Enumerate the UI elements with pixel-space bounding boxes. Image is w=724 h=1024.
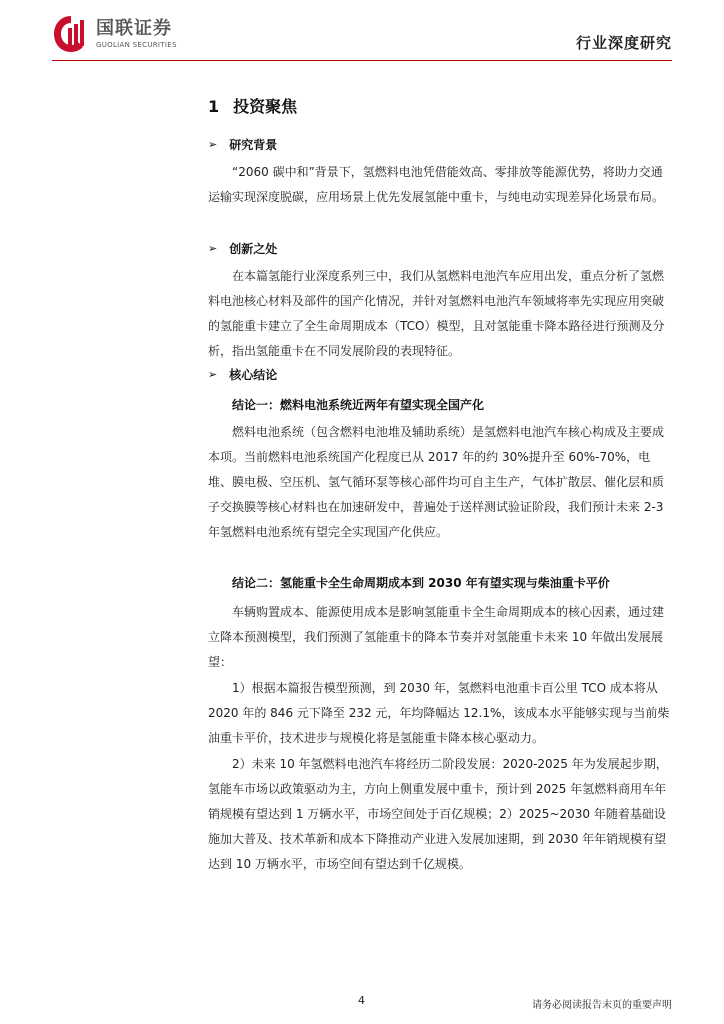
arrow-bullet-icon: ➢ <box>208 138 218 151</box>
subsection-core-conclusions <box>208 366 277 383</box>
paragraph-background: “2060 碳中和”背景下，氢燃料电池凭借能效高、零排放等能源优势，将助力交通运输实现深度脱碳，应用场景上优先发展氢能中重卡，与纯电动实现差异化场景布局。 <box>208 165 665 204</box>
subsection-label: 核心结论 <box>229 368 278 382</box>
paragraph-development-outlook: 2）未来 10 年氢燃料电池汽车将经历二阶段发展：2020-2025 年为发展起步期，氢能车市场以政策驱动为主，方向上侧重发展中重卡，预计到 2025 年氢燃料商用车年销规模有望达到 1 万辆水平，市场空间处于百亿规模；2）2025~2030 年随着基础设施加大普及、技术革新和成本下降推动产业进入发展加速期，到 2030 年年销规模有望达到 10 万辆水平，市场空间有望达到千亿规模。 <box>208 757 668 871</box>
paragraph-tco-forecast: 1）根据本篇报告模型预测，到 2030 年，氢燃料电池重卡百公里 TCO 成本将从 2020 年的 846 元下降至 232 元，年均降幅达 12.1%，该成本水平能够实现与当前柴油重卡平价，技术进步与规模化将是氢能重卡降本核心驱动力。 <box>208 681 670 745</box>
document-type: 行业深度研究 <box>575 34 672 52</box>
arrow-bullet-icon: ➢ <box>208 368 218 381</box>
subsection-label: 研究背景 <box>229 138 278 152</box>
page-number: 4 <box>358 994 365 1007</box>
conclusion-two-heading: 结论二：氢能重卡全生命周期成本到 2030 年有望实现与柴油重卡平价 <box>232 576 610 590</box>
disclaimer-note: 请务必阅读报告末页的重要声明 <box>532 1000 672 1011</box>
brand-logo <box>52 14 177 54</box>
brand-name-cn: 国联证券 <box>96 18 172 39</box>
arrow-bullet-icon: ➢ <box>208 242 218 255</box>
header-divider <box>52 60 672 61</box>
subsection-label: 创新之处 <box>229 242 278 256</box>
conclusion-one-heading: 结论一：燃料电池系统近两年有望实现全国产化 <box>232 398 485 412</box>
paragraph-conclusion-one: 燃料电池系统（包含燃料电池堆及辅助系统）是氢燃料电池汽车核心构成及主要成本项。当前燃料电池系统国产化程度已从 2017 年的约 30%提升至 60%-70%，电堆、膜电极、空压机、氢气循环泵等核心部件均可自主生产，气体扩散层、催化层和质子交换膜等核心材料也在加速研发中，普遍处于送样测试验证阶段，我们预计未来 2-3 年氢燃料电池系统有望完全实现国产化供应。 <box>208 425 665 539</box>
paragraph-innovation: 在本篇氢能行业深度系列三中，我们从氢燃料电池汽车应用出发，重点分析了氢燃料电池核心材料及部件的国产化情况，并针对氢燃料电池汽车领域将率先实现应用突破的氢能重卡建立了全生命周期成本（TCO）模型，且对氢能重卡降本路径进行预测及分析，指出氢能重卡在不同发展阶段的表现特征。 <box>208 269 665 358</box>
brand-name-en: GUOLIAN SECURITIES <box>96 41 177 49</box>
paragraph-conclusion-two: 车辆购置成本、能源使用成本是影响氢能重卡全生命周期成本的核心因素，通过建立降本预测模型，我们预测了氢能重卡的降本节奏并对氢能重卡未来 10 年做出发展展望： <box>208 605 665 669</box>
subsection-research-background <box>208 136 277 153</box>
section-heading <box>208 94 297 117</box>
section-title: 投资聚焦 <box>233 97 298 116</box>
section-number: 1 <box>208 97 220 116</box>
subsection-innovation <box>208 240 277 257</box>
brand-logo-icon <box>52 14 90 54</box>
